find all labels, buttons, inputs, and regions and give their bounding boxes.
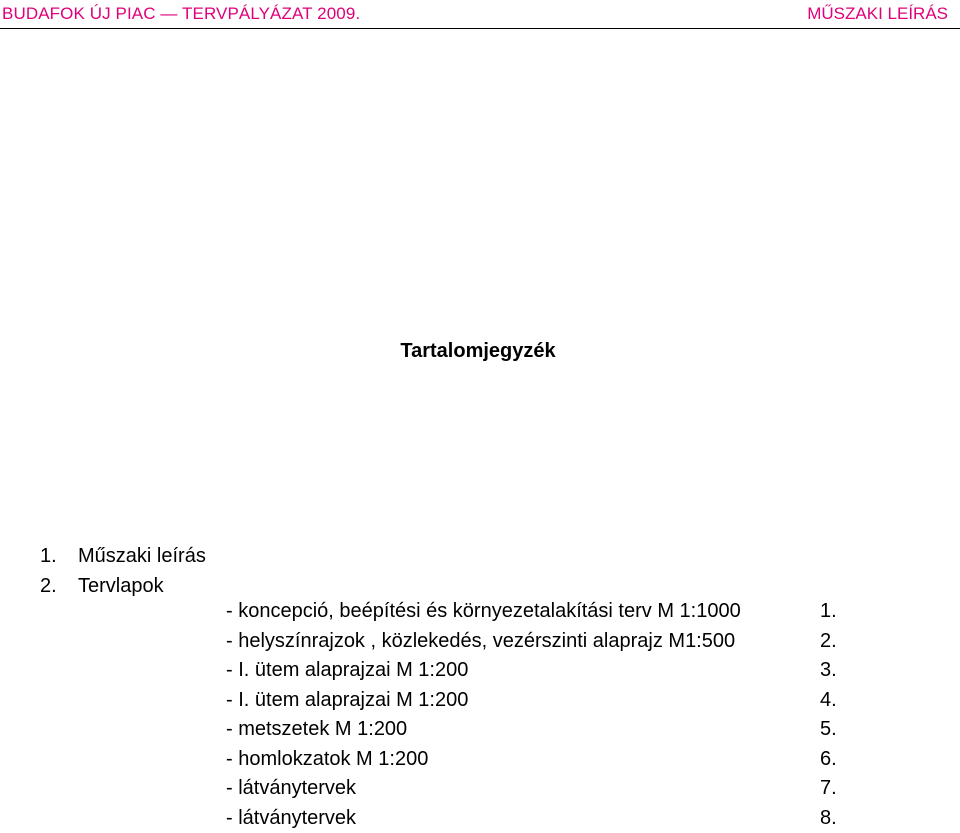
toc-sheet-number: 4. (820, 686, 837, 716)
toc-sheet-description: - helyszínrajzok , közlekedés, vezérszinti alaprajz M1:500 (226, 627, 735, 657)
toc-sheet-description: - látványtervek (226, 804, 356, 833)
toc-sheet-description: - metszetek M 1:200 (226, 715, 407, 745)
toc-sheet-row (226, 627, 866, 657)
toc-sheet-row (226, 597, 866, 627)
page-header (0, 0, 960, 30)
header-project-title: BUDAFOK ÚJ PIAC — TERVPÁLYÁZAT 2009. (2, 4, 360, 24)
toc-sheet-list (226, 597, 866, 833)
toc-item-label: Műszaki leírás (78, 545, 206, 567)
toc-sheet-row (226, 715, 866, 745)
toc-sheet-number: 3. (820, 656, 837, 686)
toc-item-label: Tervlapok (78, 575, 164, 597)
toc-sheet-row (226, 686, 866, 716)
toc-sheet-description: - látványtervek (226, 774, 356, 804)
toc-title (0, 340, 960, 363)
toc-sheet-row (226, 774, 866, 804)
toc-item-tervlapok (40, 571, 206, 601)
toc-item-number: 1. (40, 541, 78, 571)
toc-sheet-number: 8. (820, 804, 837, 833)
toc-sheet-description: - I. ütem alaprajzai M 1:200 (226, 686, 468, 716)
toc-sheet-description: - I. ütem alaprajzai M 1:200 (226, 656, 468, 686)
toc-sheet-number: 6. (820, 745, 837, 775)
toc-sheet-number: 7. (820, 774, 837, 804)
toc-sheet-row (226, 656, 866, 686)
toc-sheet-description: - koncepció, beépítési és környezetalakítási terv M 1:1000 (226, 597, 741, 627)
toc-sheet-description: - homlokzatok M 1:200 (226, 745, 428, 775)
toc-sheet-number: 5. (820, 715, 837, 745)
toc-sheet-row (226, 804, 866, 833)
header-document-type: MŰSZAKI LEÍRÁS (807, 4, 948, 24)
toc-item-number: 2. (40, 571, 78, 601)
toc-sheet-number: 2. (820, 627, 837, 657)
toc-sheet-number: 1. (820, 597, 837, 627)
toc-sheet-row (226, 745, 866, 775)
toc-main-list (40, 541, 206, 601)
toc-item-muszaki-leiras (40, 541, 206, 571)
toc-title-text: Tartalomjegyzék (400, 340, 555, 363)
header-divider (0, 28, 960, 29)
